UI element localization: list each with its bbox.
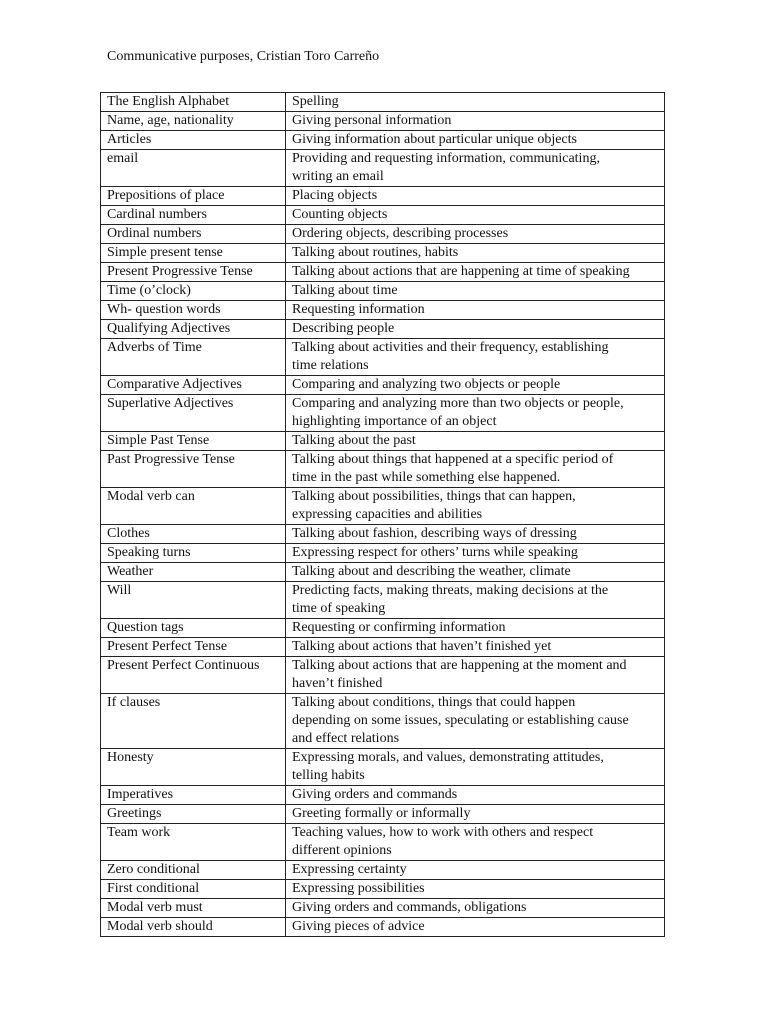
purpose-text-line: highlighting importance of an object [292, 414, 497, 429]
topic-cell [101, 451, 286, 488]
topic-cell [101, 525, 286, 544]
table-row [101, 544, 665, 563]
topic-text: Ordinal numbers [107, 226, 202, 241]
topic-cell [101, 880, 286, 899]
table-row [101, 150, 665, 187]
topic-cell [101, 638, 286, 657]
purpose-cell [286, 432, 665, 451]
purpose-cell [286, 638, 665, 657]
topic-cell [101, 918, 286, 937]
table-row [101, 488, 665, 525]
topic-text: Present Perfect Continuous [107, 658, 260, 673]
purpose-text-line: expressing capacities and abilities [292, 507, 483, 522]
table-row [101, 339, 665, 376]
document-title: Communicative purposes, Cristian Toro Carreño [107, 49, 380, 64]
purpose-cell [286, 657, 665, 694]
topic-cell [101, 899, 286, 918]
topic-cell [101, 544, 286, 563]
table-row [101, 376, 665, 395]
purpose-cell [286, 582, 665, 619]
topic-cell [101, 563, 286, 582]
purpose-cell [286, 544, 665, 563]
topic-text: Adverbs of Time [107, 340, 202, 355]
topic-cell [101, 395, 286, 432]
topic-text: Team work [107, 825, 171, 840]
table-row [101, 786, 665, 805]
purpose-text-line: Predicting facts, making threats, making decisions at the [292, 583, 609, 598]
topic-text: Modal verb should [107, 919, 213, 934]
purpose-cell [286, 282, 665, 301]
purpose-cell [286, 301, 665, 320]
purpose-text-line: Talking about conditions, things that could happen [292, 695, 576, 710]
topic-cell [101, 150, 286, 187]
topic-text: Present Perfect Tense [107, 639, 228, 654]
purpose-cell [286, 150, 665, 187]
purpose-text-line: writing an email [292, 169, 384, 184]
purpose-text-line: Expressing respect for others’ turns while speaking [292, 545, 578, 560]
table-row [101, 563, 665, 582]
topic-text: Superlative Adjectives [107, 396, 234, 411]
purpose-cell [286, 263, 665, 282]
table-row [101, 93, 665, 112]
purpose-cell [286, 786, 665, 805]
purpose-text-line: Giving personal information [292, 113, 452, 128]
topic-text: Simple present tense [107, 245, 223, 260]
topic-text: Name, age, nationality [107, 113, 234, 128]
purpose-text-line: Giving orders and commands, obligations [292, 900, 527, 915]
purpose-text-line: Expressing morals, and values, demonstrating attitudes, [292, 750, 604, 765]
purpose-text-line: Talking about actions that are happening at time of speaking [292, 264, 630, 279]
purpose-text-line: depending on some issues, speculating or establishing cause [292, 713, 629, 728]
topic-text: If clauses [107, 695, 161, 710]
purpose-text-line: Greeting formally or informally [292, 806, 471, 821]
table-row [101, 694, 665, 749]
purpose-cell [286, 880, 665, 899]
topic-text: Greetings [107, 806, 162, 821]
table-row [101, 619, 665, 638]
purpose-text-line: Requesting or confirming information [292, 620, 506, 635]
purpose-text-line: Talking about the past [292, 433, 416, 448]
topic-cell [101, 786, 286, 805]
purpose-text-line: Spelling [292, 94, 339, 109]
table-body [101, 93, 665, 937]
table-row [101, 206, 665, 225]
topic-text: Qualifying Adjectives [107, 321, 231, 336]
purpose-cell [286, 749, 665, 786]
topic-text: Prepositions of place [107, 188, 225, 203]
table-row [101, 918, 665, 937]
table-row [101, 582, 665, 619]
purpose-cell [286, 93, 665, 112]
purpose-text-line: Describing people [292, 321, 395, 336]
topic-cell [101, 619, 286, 638]
table-row [101, 432, 665, 451]
purpose-text-line: time of speaking [292, 601, 386, 616]
purpose-text-line: Talking about actions that haven’t finished yet [292, 639, 552, 654]
table-row [101, 225, 665, 244]
purpose-text-line: Providing and requesting information, communicating, [292, 151, 600, 166]
topic-cell [101, 805, 286, 824]
purpose-cell [286, 225, 665, 244]
purpose-cell [286, 339, 665, 376]
purpose-cell [286, 694, 665, 749]
topic-text: The English Alphabet [107, 94, 230, 109]
purpose-text-line: Talking about routines, habits [292, 245, 459, 260]
table-row [101, 525, 665, 544]
purpose-cell [286, 563, 665, 582]
topic-text: Weather [107, 564, 154, 579]
purpose-cell [286, 451, 665, 488]
table-row [101, 131, 665, 150]
purpose-cell [286, 824, 665, 861]
purpose-text-line: telling habits [292, 768, 365, 783]
purpose-text-line: Talking about time [292, 283, 398, 298]
purpose-text-line: Giving orders and commands [292, 787, 458, 802]
topic-cell [101, 376, 286, 395]
topic-cell [101, 582, 286, 619]
purpose-text-line: Giving pieces of advice [292, 919, 425, 934]
purpose-text-line: Comparing and analyzing more than two objects or people, [292, 396, 624, 411]
topic-cell [101, 657, 286, 694]
topic-text: Comparative Adjectives [107, 377, 242, 392]
topic-cell [101, 301, 286, 320]
topic-cell [101, 749, 286, 786]
purpose-cell [286, 488, 665, 525]
topic-text: First conditional [107, 881, 200, 896]
table-row [101, 899, 665, 918]
purpose-text-line: Teaching values, how to work with others and respect [292, 825, 594, 840]
table-row [101, 880, 665, 899]
topic-cell [101, 93, 286, 112]
purpose-text-line: Requesting information [292, 302, 425, 317]
topic-cell [101, 824, 286, 861]
purpose-text-line: Comparing and analyzing two objects or people [292, 377, 561, 392]
purpose-text-line: Ordering objects, describing processes [292, 226, 509, 241]
topic-cell [101, 225, 286, 244]
purpose-text-line: Talking about possibilities, things that can happen, [292, 489, 576, 504]
purpose-text-line: time relations [292, 358, 369, 373]
topic-text: Will [107, 583, 132, 598]
purpose-text-line: Expressing certainty [292, 862, 407, 877]
purpose-text-line: and effect relations [292, 731, 400, 746]
topic-cell [101, 282, 286, 301]
purpose-text-line: Talking about things that happened at a specific period of [292, 452, 614, 467]
purpose-cell [286, 395, 665, 432]
purpose-cell [286, 899, 665, 918]
table-row [101, 263, 665, 282]
purpose-cell [286, 861, 665, 880]
topic-text: Question tags [107, 620, 184, 635]
purpose-cell [286, 131, 665, 150]
purpose-text-line: different opinions [292, 843, 392, 858]
topic-cell [101, 488, 286, 525]
topic-text: Zero conditional [107, 862, 200, 877]
table-row [101, 824, 665, 861]
table-row [101, 861, 665, 880]
table-row [101, 395, 665, 432]
topic-text: Honesty [107, 750, 154, 765]
table-row [101, 282, 665, 301]
topic-text: Imperatives [107, 787, 174, 802]
topic-cell [101, 187, 286, 206]
table-row [101, 749, 665, 786]
table-row [101, 112, 665, 131]
topic-text: Wh- question words [107, 302, 221, 317]
topic-text: Modal verb must [107, 900, 203, 915]
topic-text: Speaking turns [107, 545, 191, 560]
purpose-text-line: Talking about fashion, describing ways of dressing [292, 526, 577, 541]
topic-cell [101, 320, 286, 339]
table-row [101, 244, 665, 263]
topic-cell [101, 694, 286, 749]
purpose-cell [286, 206, 665, 225]
purpose-cell [286, 805, 665, 824]
topic-cell [101, 244, 286, 263]
topic-cell [101, 339, 286, 376]
table-row [101, 657, 665, 694]
purpose-cell [286, 525, 665, 544]
purpose-text-line: Placing objects [292, 188, 378, 203]
topic-text: email [107, 151, 139, 166]
purpose-text-line: time in the past while something else happened. [292, 470, 561, 485]
topic-text: Articles [107, 132, 152, 147]
purpose-cell [286, 376, 665, 395]
table-row [101, 320, 665, 339]
topic-text: Clothes [107, 526, 150, 541]
topic-cell [101, 861, 286, 880]
topic-text: Cardinal numbers [107, 207, 207, 222]
purpose-cell [286, 619, 665, 638]
topic-cell [101, 206, 286, 225]
topic-text: Modal verb can [107, 489, 195, 504]
purpose-text-line: Talking about activities and their frequency, establishing [292, 340, 609, 355]
table-row [101, 805, 665, 824]
purpose-cell [286, 187, 665, 206]
topic-cell [101, 432, 286, 451]
table-row [101, 301, 665, 320]
topic-text: Time (o’clock) [107, 283, 191, 298]
purpose-text-line: Giving information about particular unique objects [292, 132, 577, 147]
table-row [101, 638, 665, 657]
purpose-cell [286, 112, 665, 131]
purpose-text-line: Counting objects [292, 207, 388, 222]
topic-cell [101, 112, 286, 131]
table-row [101, 187, 665, 206]
topic-text: Simple Past Tense [107, 433, 210, 448]
topic-cell [101, 263, 286, 282]
purpose-cell [286, 244, 665, 263]
purpose-text-line: haven’t finished [292, 676, 383, 691]
topic-text: Present Progressive Tense [107, 264, 253, 279]
table-row [101, 451, 665, 488]
purpose-text-line: Talking about and describing the weather, climate [292, 564, 571, 579]
topic-cell [101, 131, 286, 150]
purpose-text-line: Expressing possibilities [292, 881, 425, 896]
purpose-cell [286, 320, 665, 339]
topic-text: Past Progressive Tense [107, 452, 235, 467]
purpose-cell [286, 918, 665, 937]
communicative-purposes-table [100, 92, 665, 937]
purpose-text-line: Talking about actions that are happening at the moment and [292, 658, 627, 673]
